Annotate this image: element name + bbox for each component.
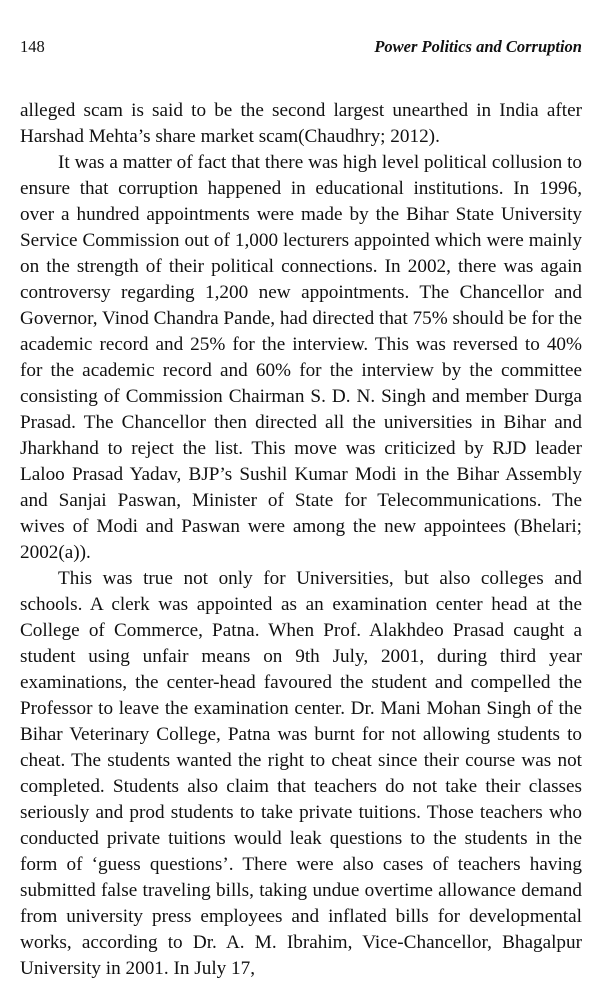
paragraph-colleges-and-schools: This was true not only for Universities, but also colleges and schools. A clerk was appointed as an examination center head at the College of Commerce, Patna. When Prof. Alakhdeo Prasad caught a student using unfair means on 9th July, 2001, during third year examinations, the center-head favoured the student and compelled the Professor to leave the examination center. Dr. Mani Mohan Singh of the Bihar Veterinary College, Patna was burnt for not allowing students to cheat. The students wanted the right to cheat since their course was not completed. Students also claim that teachers do not take their classes seriously and prod students to take private tuitions. Those teachers who conducted private tuitions would leak questions to the students in the form of ‘guess questions’. There were also cases of teachers having submitted false traveling bills, taking undue overtime allowance demand from university press employees and inflated bills for developmental works, according to Dr. A. M. Ibrahim, Vice-Chancellor, Bhagalpur University in 2001. In July 17,: [20, 568, 582, 979]
book-page: [20, 37, 582, 982]
running-title: Power Politics and Corruption: [374, 37, 582, 56]
page-number: 148: [20, 37, 45, 56]
paragraph-continuation: alleged scam is said to be the second largest unearthed in India after Harshad Mehta’s share market scam(Chaudhry; 2012).: [20, 100, 582, 147]
paragraph-political-collusion: It was a matter of fact that there was high level political collusion to ensure that corruption happened in educational institutions. In 1996, over a hundred appointments were made by the Bihar State University Service Commission out of 1,000 lecturers appointed which were mainly on the strength of their political connections. In 2002, there was again controversy regarding 1,200 new appointments. The Chancellor and Governor, Vinod Chandra Pande, had directed that 75% should be for the academic record and 25% for the interview. This was reversed to 40% for the academic record and 60% for the interview by the committee consisting of Commission Chairman S. D. N. Singh and member Durga Prasad. The Chancellor then directed all the universities in Bihar and Jharkhand to reject the list. This move was criticized by RJD leader Laloo Prasad Yadav, BJP’s Sushil Kumar Modi in the Bihar Assembly and Sanjai Paswan, Minister of State for Telecommunications. The wives of Modi and Paswan were among the new appointees (Bhelari; 2002(a)).: [20, 152, 583, 563]
body-text: [20, 98, 582, 982]
running-header: [20, 37, 582, 57]
